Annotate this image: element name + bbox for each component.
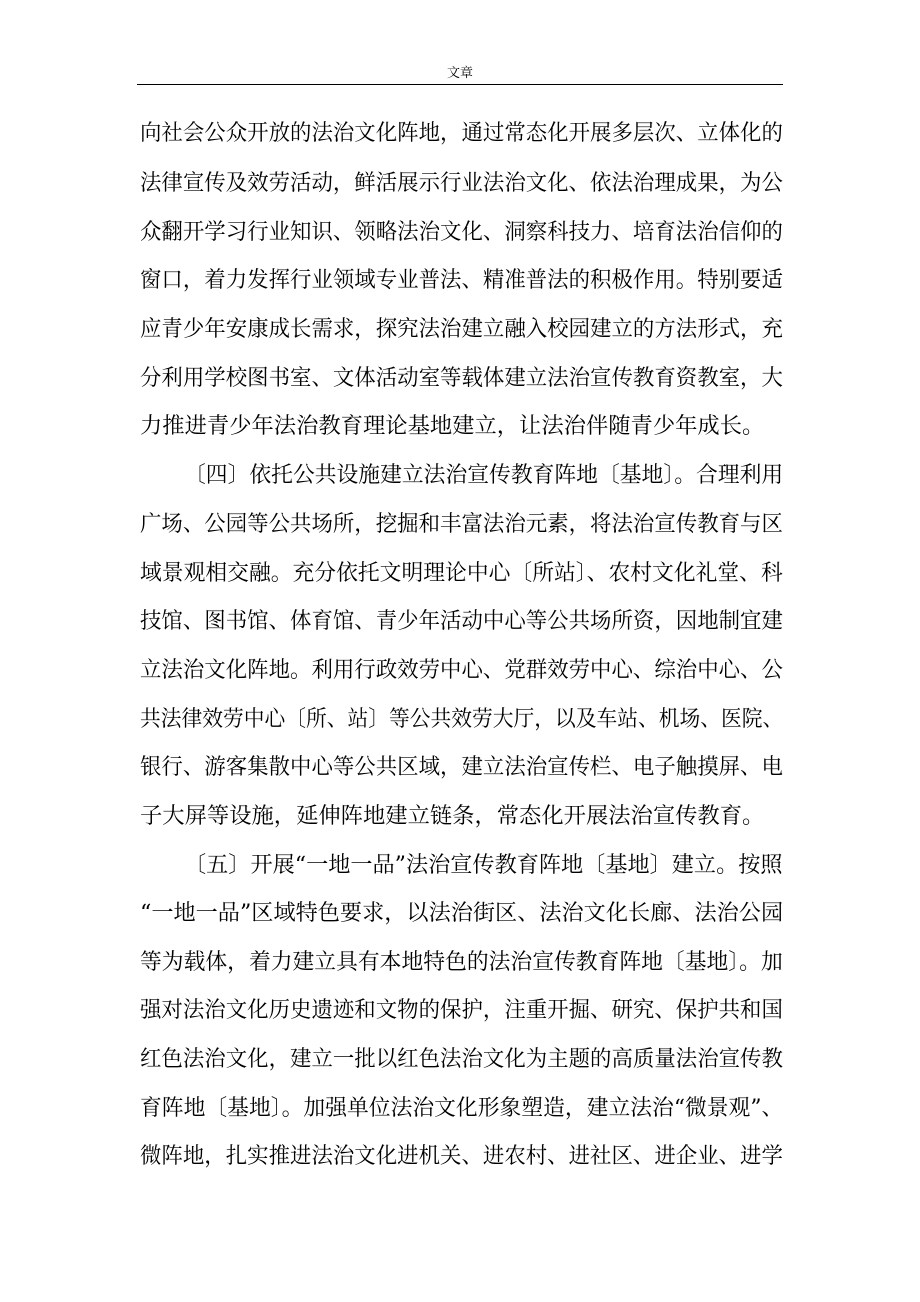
text-line: 立法治文化阵地。利用行政效劳中心、党群效劳中心、综治中心、公 xyxy=(140,657,783,683)
text-line: 等为载体，着力建立具有本地特色的法治宣传教育阵地〔基地〕。加 xyxy=(140,949,783,975)
text-line: 域景观相交融。充分依托文明理论中心〔所站〕、农村文化礼堂、科 xyxy=(140,560,783,586)
text-line: 红色法治文化，建立一批以红色法治文化为主题的高质量法治宣传教 xyxy=(140,1046,783,1072)
text-line: 众翻开学习行业知识、领略法治文化、洞察科技力、培育法治信仰的 xyxy=(140,219,783,245)
text-line: 子大屏等设施，延伸阵地建立链条，常态化开展法治宣传教育。 xyxy=(140,803,765,829)
header-title: 文章 xyxy=(446,66,473,81)
text-line: 向社会公众开放的法治文化阵地，通过常态化开展多层次、立体化的 xyxy=(140,120,783,146)
text-line: “一地一品”区域特色要求，以法治街区、法治文化长廊、法治公园 xyxy=(140,900,784,926)
text-line: 〔五〕开展“一地一品”法治宣传教育阵地〔基地〕建立。按照 xyxy=(184,852,783,878)
text-line: 应青少年安康成长需求，探究法治建立融入校园建立的方法形式，充 xyxy=(140,316,783,342)
text-line: 强对法治文化历史遗迹和文物的保护，注重开掘、研究、保护共和国 xyxy=(140,997,783,1023)
text-line: 窗口，着力发挥行业领域专业普法、精准普法的积极作用。特别要适 xyxy=(140,267,783,293)
text-line: 育阵地〔基地〕。加强单位法治文化形象塑造，建立法治“微景观”、 xyxy=(140,1095,784,1121)
text-line: 广场、公园等公共场所，挖掘和丰富法治元素，将法治宣传教育与区 xyxy=(140,511,783,537)
text-line: 法律宣传及效劳活动，鲜活展示行业法治文化、依法治理成果，为公 xyxy=(140,170,783,196)
text-line: 力推进青少年法治教育理论基地建立，让法治伴随青少年成长。 xyxy=(140,413,765,439)
text-line: 银行、游客集散中心等公共区域，建立法治宣传栏、电子触摸屏、电 xyxy=(140,754,783,780)
text-line: 微阵地，扎实推进法治文化进机关、进农村、进社区、进企业、进学 xyxy=(140,1143,783,1169)
text-line: 〔四〕依托公共设施建立法治宣传教育阵地〔基地〕。合理利用 xyxy=(184,462,784,488)
text-line: 共法律效劳中心〔所、站〕等公共效劳大厅，以及车站、机场、医院、 xyxy=(140,706,784,732)
text-line: 分利用学校图书室、文体活动室等载体建立法治宣传教育资教室，大 xyxy=(140,365,783,391)
text-line: 技馆、图书馆、体育馆、青少年活动中心等公共场所资，因地制宜建 xyxy=(140,608,783,634)
page-header xyxy=(137,62,783,85)
